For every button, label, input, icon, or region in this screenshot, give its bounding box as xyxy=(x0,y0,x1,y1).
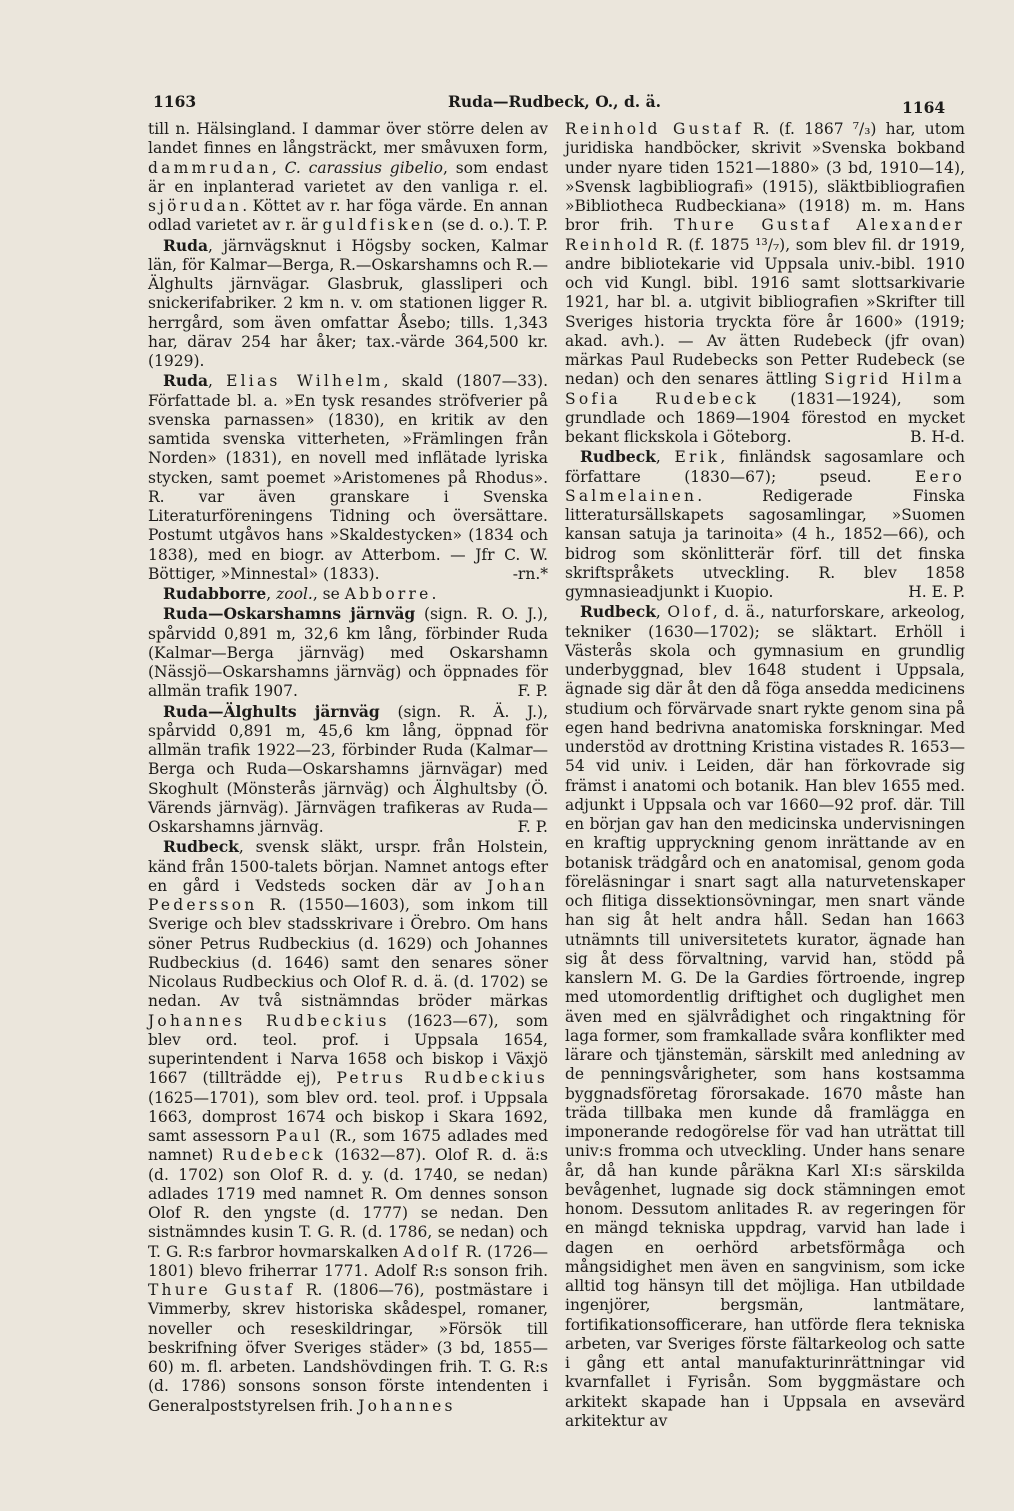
signature: B. H-d. xyxy=(910,428,965,446)
entry-ruda-fish: till n. Hälsingland. I dammar över större delen av landet finnes en långsträckt, mer småvuxen form, dammrudan, C. carassius gibelio, som endast är en inplanterad varietet av den vanliga r. el. sjörudan. Köttet av r. har föga värde. En annan odlad varietet av r. är guldfisken (se d. o.). T. P. xyxy=(148,120,548,235)
entry-rudbeck-family: Rudbeck, svensk släkt, urspr. från Holstein, känd från 1500-talets början. Namnet antogs efter en gård i Vedsteds socken där av Johan Pedersson R. (1550—1603), som inkom till Sverige och blev stadsskrivare i Örebro. Om hans söner Petrus Rudbeckius (d. 1629) och Johannes Rudbeckius (d. 1646) samt den senares söner Nicolaus Rudbeckius och Olof R. d. ä. (d. 1702) se nedan. Av två sistnämndas bröder märkas Johannes Rudbeckius (1623—67), som blev ord. teol. prof. i Uppsala 1654, superintendent i Narva 1658 och biskop i Växjö 1667 (tillträdde ej), Petrus Rudbeckius (1625—1701), som blev ord. teol. prof. i Uppsala 1663, domprost 1674 och biskop i Skara 1692, samt assessorn Paul (R., som 1675 adlades med namnet) Rudebeck (1632—87). Olof R. d. ä:s (d. 1702) son Olof R. d. y. (d. 1740, se nedan) adlades 1719 med namnet R. Om dennes sonson Olof R. den yngste (d. 1777) se nedan. Den sistnämndes kusin T. G. R. (d. 1786, se nedan) och T. G. R:s farbror hovmarskalken Adolf R. (1726—1801) blevo friherrar 1771. Adolf R:s sonson frih. Thure Gustaf R. (1806—76), postmästare i Vimmerby, skrev historiska skådespel, romaner, noveller och reseskildringar, »Försök till beskrifning öfver Sveriges städer» (3 bd, 1855—60) m. fl. arbeten. Landshövdingen frih. T. G. R:s (d. 1786) sonsons sonson förste intendenten i Generalpoststyrelsen frih. Johannes xyxy=(148,837,548,1415)
signature: -rn.* xyxy=(512,564,548,583)
signature: H. E. P. xyxy=(908,583,965,601)
page-number-right: 1164 xyxy=(902,98,946,117)
entry-rudbeck-olof: Rudbeck, Olof, d. ä., naturforskare, arkeolog, tekniker (1630—1702); se släktart. Erhöll i Västerås skola och gymnasium en grundlig underbyggnad, blev 1648 student i Uppsala, ägnade sig där åt den då föga ansedda medicinens studium och förvärvade snart rykte genom sina på egen hand bedrivna anatomiska forskningar. Med understöd av drottning Kristina vistades R. 1653—54 vid univ. i Leiden, där han förkovrade sig främst i anatomi och botanik. Han blev 1655 med. adjunkt i Uppsala och var 1660—92 prof. där. Till en början gav han den medicinska undervisningen en kraftig uppryckning genom inrättande av en botanisk trädgård och en anatomisal, genom goda föreläsningar i snart sagt alla naturvetenskaper och flitiga dissektionsövningar, men snart vände han sig åt helt andra håll. Sedan han 1663 utnämnts till universitetets kurator, ägnade han sig åt dess förvaltning, varvid han, stödd på kanslern M. G. De la Gardies förtroende, ingrep med utomordentlig driftighet och duglighet men även med en självrådighet och ringaktning för laga former, som framkallade svåra konflikter med lärare och tjänstemän, särskilt med anledning av de penningsvårigheter, som hans kostsamma byggnadsföretag förorsakade. 1670 måste han träda tillbaka men kunde då framlägga en imponerande redogörelse för vad han uträttat till univ:s fromma och utveckling. Under hans senare år, då han kunde påräkna Karl XI:s särskilda bevågenhet, lugnade sig dock stämningen emot honom. Dessutom anlitades R. av regeringen för en mängd tekniska uppdrag, varvid han lade i dagen en oerhörd arbetsförmåga och mångsidighet men även en sangvinism, som icke alltid tog hänsyn till det möjliga. Han utbildade ingenjörer, bergsmän, lantmätare, fortifikationsofficerare, han utförde flera tekniska arbeten, var Sveriges förste fältarkeolog och satte i gång ett antal manufakturinrättningar vid kvarnfallet i Fyrisån. Som byggmästare och arkitekt skapade han i Uppsala en avsevärd arkitektur av xyxy=(565,602,965,1430)
running-head: Ruda—Rudbeck, O., d. ä. xyxy=(448,92,662,111)
entry-rudbeck-family-continued: Reinhold Gustaf R. (f. 1867 ⁷/₃) har, utom juridiska handböcker, skrivit »Svenska bokband under nyare tiden 1521—1880» (3 bd, 1910—14), »Svensk lagbibliografi» (1915), släktbibliografien »Bibliotheca Rudbeckiana» (1918) m. m. Hans bror frih. Thure Gustaf Alexander Reinhold R. (f. 1875 ¹³/₇), som blev fil. dr 1919, andre bibliotekarie vid Uppsala univ.-bibl. 1910 och vid Kungl. bibl. 1916 samt slottsarkivarie 1921, har bl. a. utgivit bibliografien »Skrifter till Sveriges historia tryckta före år 1600» (1919; akad. avh.). — Av ätten Rudebeck (jfr ovan) märkas Paul Rudebecks son Petter Rudebeck (se nedan) och den senares ättling Sigrid Hilma Sofia Rudebeck (1831—1924), som grundlade och 1869—1904 förestod en mycket bekant flickskola i Göteborg. B. H-d. xyxy=(565,120,966,446)
signature: F. P. xyxy=(517,682,548,701)
entry-rudabborre: Rudabborre, zool., se Abborre. xyxy=(163,584,437,603)
page-number-left: 1163 xyxy=(153,92,197,111)
entry-ruda-place: Ruda, järnvägsknut i Högsby socken, Kalmar län, för Kalmar—Berga, R.—Oskarshamns och R.—Älghults järnvägar. Glasbruk, glassliperi och snickerifabriker. 2 km n. v. om stationen ligger R. herrgård, som även omfattar Åsebo; tills. 1,343 har, därav 254 har åker; tax.-värde 364,500 kr. (1929). xyxy=(148,235,548,370)
left-column xyxy=(148,120,548,1416)
entry-ruda-oskarshamn-railway: Ruda—Oskarshamns järnväg (sign. R. O. J.), spårvidd 0,891 m, 32,6 km lång, förbinder Ruda (Kalmar—Berga järnväg) med Oskarshamn (Nässjö—Oskarshamns järnväg) och öppnades för allmän trafik 1907. F. P. xyxy=(148,604,548,701)
entry-rudbeck-erik: Rudbeck, Erik, finländsk sagosamlare och författare (1830—67); pseud. Eero Salmelainen. Redigerade Finska litteratursällskapets sagosamlingar, »Suomen kansan satuja ja tarinoita» (4 h., 1852—66), och bidrog som skönlitterär förf. till det finska skriftspråkets utveckling. R. blev 1858 gymnasieadjunkt i Kuopio. H. E. P. xyxy=(565,447,965,601)
signature: T. P. xyxy=(517,216,548,235)
right-column xyxy=(565,120,965,1431)
entry-ruda-elias: Ruda, Elias Wilhelm, skald (1807—33). Författade bl. a. »En tysk resandes ströfverier på svenska parnassen» (1830), en kritik av den samtida svenska vitterheten, »Främlingen från Norden» (1831), en novell med inflätade lyriska stycken, samt poemet »Aristomenes på Rhodus». R. var även granskare i Svenska Literaturföreningens Tidning och översättare. Postumt utgåvos hans »Skaldestycken» (1834 och 1838), med en biogr. av Atterbom. — Jfr C. W. Böttiger, »Minnestal» (1833). -rn.* xyxy=(148,371,548,583)
entry-ruda-alghult-railway: Ruda—Älghults järnväg (sign. R. Ä. J.), spårvidd 0,891 m, 45,6 km lång, öppnad för allmän trafik 1922—23, förbinder Ruda (Kalmar—Berga och Ruda—Oskarshamns järnvägar) med Skoghult (Mönsterås järnväg) och Älghultsby (Ö. Värends järnväg). Järnvägen trafikeras av Ruda—Oskarshamns järnväg. F. P. xyxy=(148,701,548,836)
signature: F. P. xyxy=(517,818,548,836)
